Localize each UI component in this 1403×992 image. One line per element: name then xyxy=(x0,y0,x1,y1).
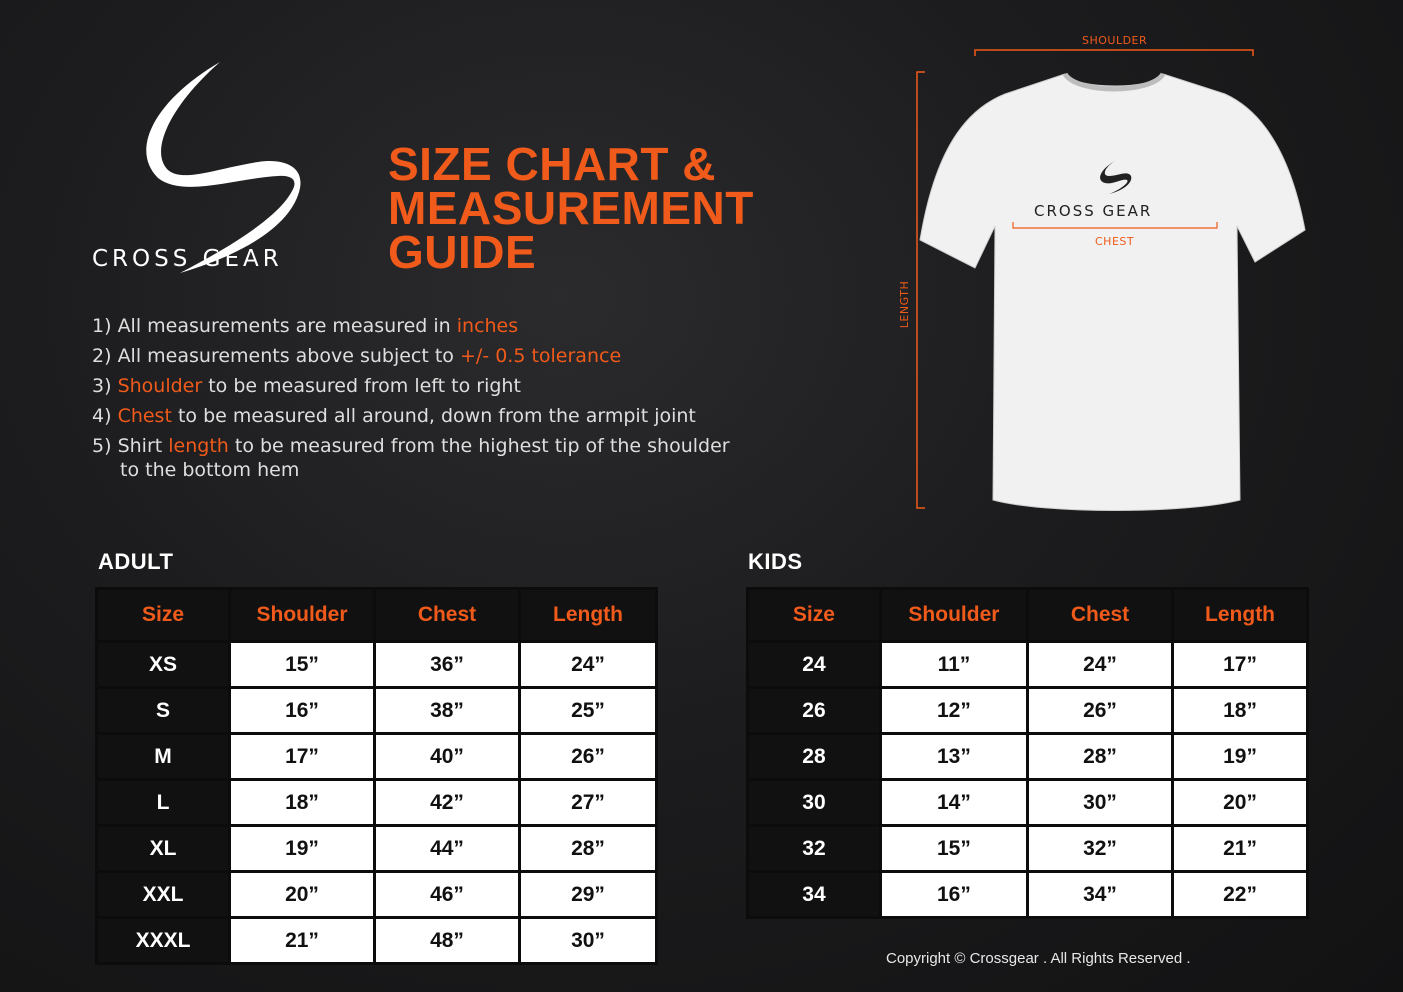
column-header-size: Size xyxy=(749,590,879,640)
length-cell: 28” xyxy=(521,827,655,870)
table-row xyxy=(749,781,1306,824)
shoulder-cell: 14” xyxy=(882,781,1026,824)
shoulder-cell: 20” xyxy=(231,873,373,916)
size-cell: 30 xyxy=(749,781,879,824)
chest-cell: 30” xyxy=(1029,781,1171,824)
length-cell: 26” xyxy=(521,735,655,778)
table-row xyxy=(749,689,1306,732)
shirt-brand-text: CROSS GEAR xyxy=(1034,202,1153,220)
shoulder-cell: 15” xyxy=(882,827,1026,870)
shoulder-cell: 16” xyxy=(882,873,1026,916)
length-cell: 18” xyxy=(1174,689,1306,732)
title-line-3: GUIDE xyxy=(388,226,537,278)
shoulder-cell: 18” xyxy=(231,781,373,824)
chest-cell: 36” xyxy=(376,643,518,686)
column-header-size: Size xyxy=(98,590,228,640)
chest-cell: 38” xyxy=(376,689,518,732)
column-header-chest: Chest xyxy=(376,590,518,640)
chest-cell: 48” xyxy=(376,919,518,962)
size-cell: XS xyxy=(98,643,228,686)
table-row xyxy=(98,689,655,732)
tshirt-diagram xyxy=(895,30,1315,520)
length-cell: 20” xyxy=(1174,781,1306,824)
size-cell: 26 xyxy=(749,689,879,732)
shoulder-dimension-label: SHOULDER xyxy=(1082,34,1148,47)
table-row xyxy=(749,827,1306,870)
column-header-shoulder: Shoulder xyxy=(231,590,373,640)
chest-dimension-label: CHEST xyxy=(1095,235,1135,248)
chest-cell: 24” xyxy=(1029,643,1171,686)
length-cell: 29” xyxy=(521,873,655,916)
size-cell: XXXL xyxy=(98,919,228,962)
instruction-item: 3) Shoulder to be measured from left to right xyxy=(92,375,521,397)
chest-cell: 32” xyxy=(1029,827,1171,870)
table-row xyxy=(98,735,655,778)
adult-section-title: ADULT xyxy=(98,549,174,574)
shoulder-cell: 16” xyxy=(231,689,373,732)
size-cell: 24 xyxy=(749,643,879,686)
measurement-instructions xyxy=(92,314,730,488)
length-cell: 30” xyxy=(521,919,655,962)
instruction-item: 2) All measurements above subject to +/- 0.5 tolerance xyxy=(92,345,622,367)
size-cell: S xyxy=(98,689,228,732)
shoulder-cell: 12” xyxy=(882,689,1026,732)
table-header-row xyxy=(749,590,1306,640)
chest-cell: 28” xyxy=(1029,735,1171,778)
shoulder-cell: 13” xyxy=(882,735,1026,778)
instruction-item: 1) All measurements are measured in inches xyxy=(92,315,519,337)
table-row xyxy=(98,919,655,962)
kids-size-table xyxy=(746,587,1309,919)
table-row xyxy=(749,735,1306,778)
instruction-item: 4) Chest to be measured all around, down from the armpit joint xyxy=(92,405,696,427)
shoulder-cell: 11” xyxy=(882,643,1026,686)
chest-cell: 44” xyxy=(376,827,518,870)
length-cell: 24” xyxy=(521,643,655,686)
shoulder-cell: 17” xyxy=(231,735,373,778)
shoulder-cell: 21” xyxy=(231,919,373,962)
table-row xyxy=(98,827,655,870)
length-cell: 22” xyxy=(1174,873,1306,916)
chest-cell: 34” xyxy=(1029,873,1171,916)
size-cell: L xyxy=(98,781,228,824)
title-line-1: SIZE CHART & xyxy=(388,138,716,190)
length-cell: 21” xyxy=(1174,827,1306,870)
chest-cell: 42” xyxy=(376,781,518,824)
size-cell: M xyxy=(98,735,228,778)
table-header-row xyxy=(98,590,655,640)
column-header-length: Length xyxy=(1174,590,1306,640)
copyright-text: Copyright © Crossgear . All Rights Reserved . xyxy=(886,950,1191,967)
column-header-length: Length xyxy=(521,590,655,640)
size-cell: XXL xyxy=(98,873,228,916)
size-cell: 28 xyxy=(749,735,879,778)
size-cell: XL xyxy=(98,827,228,870)
length-cell: 27” xyxy=(521,781,655,824)
table-row xyxy=(749,643,1306,686)
size-cell: 32 xyxy=(749,827,879,870)
tshirt-icon xyxy=(895,30,1315,520)
table-row xyxy=(749,873,1306,916)
kids-section-title: KIDS xyxy=(748,549,803,574)
chest-cell: 40” xyxy=(376,735,518,778)
length-cell: 25” xyxy=(521,689,655,732)
chest-cell: 46” xyxy=(376,873,518,916)
table-row xyxy=(98,781,655,824)
brand-wordmark: CROSS GEAR xyxy=(92,246,283,272)
page-title xyxy=(388,138,754,278)
chest-cell: 26” xyxy=(1029,689,1171,732)
column-header-shoulder: Shoulder xyxy=(882,590,1026,640)
column-header-chest: Chest xyxy=(1029,590,1171,640)
shoulder-cell: 19” xyxy=(231,827,373,870)
length-cell: 17” xyxy=(1174,643,1306,686)
size-cell: 34 xyxy=(749,873,879,916)
shoulder-cell: 15” xyxy=(231,643,373,686)
length-dimension-label: LENGTH xyxy=(898,280,912,329)
table-row xyxy=(98,873,655,916)
length-cell: 19” xyxy=(1174,735,1306,778)
table-row xyxy=(98,643,655,686)
cross-gear-logo-icon xyxy=(88,58,348,278)
title-line-2: MEASUREMENT xyxy=(388,182,754,234)
instruction-item: 5) Shirt length to be measured from the highest tip of the shoulder to the bottom hem xyxy=(92,435,730,481)
adult-size-table xyxy=(95,587,658,965)
